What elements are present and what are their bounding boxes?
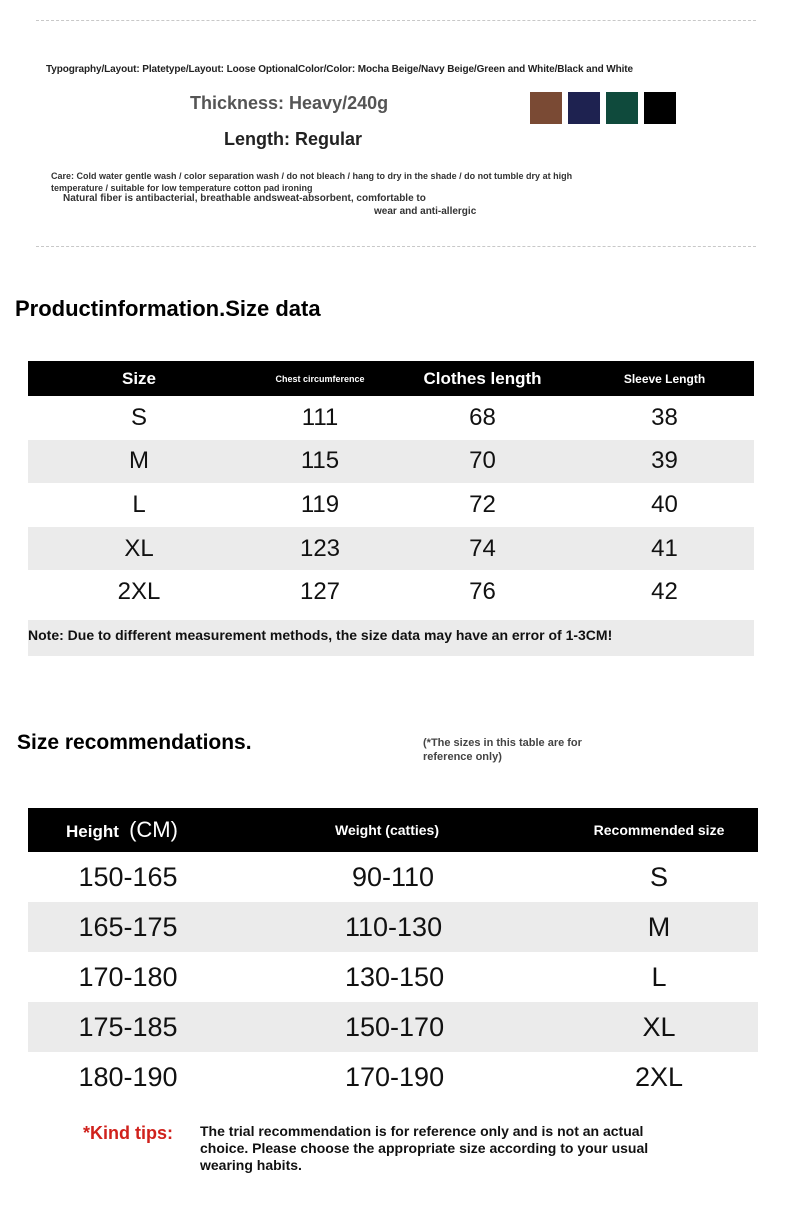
recommend-table-header — [28, 808, 758, 852]
recommendation-table — [28, 808, 758, 1102]
cell-sleeve: 41 — [575, 527, 754, 571]
kind-tips-text: The trial recommendation is for reference only and is not an actual choice. Please choose the appropriate size according to your usual wearing habits. — [200, 1123, 649, 1173]
table-row — [28, 902, 758, 952]
cell-sleeve: 39 — [575, 440, 754, 484]
cell-rec-size: S — [649, 861, 668, 892]
care-text: Care: Cold water gentle wash / color separation wash / do not bleach / hang to dry in the shade / do not tumble dry at high temperature / suitable for low temperature cotton pad ironing — [51, 171, 573, 193]
cell-weight: 110-130 — [228, 902, 560, 952]
table-row — [28, 483, 754, 527]
col-sleeve-length: Sleeve Length — [575, 361, 754, 396]
cell-height: 165-175 — [28, 902, 228, 952]
cell-chest: 123 — [250, 527, 390, 571]
cell-weight: 130-150 — [345, 961, 445, 992]
thickness-label: Thickness: Heavy/240g — [190, 93, 389, 113]
typography-line: Typography/Layout: Platetype/Layout: Loose OptionalColor/Color: Mocha Beige/Navy Beige/Green and White/Black and White — [46, 64, 633, 75]
table-row — [28, 396, 754, 440]
cell-chest: 115 — [250, 440, 390, 484]
swatch-black[interactable] — [644, 92, 676, 124]
cell-size: L — [132, 490, 146, 518]
cell-chest: 119 — [300, 490, 340, 518]
kind-tips-label: *Kind tips: — [83, 1123, 173, 1143]
swatch-green[interactable] — [606, 92, 638, 124]
cell-size: S — [130, 403, 147, 431]
middle-divider — [36, 246, 756, 247]
cell-sleeve: 38 — [651, 403, 678, 431]
cell-size: XL — [28, 527, 250, 571]
table-row — [28, 440, 754, 484]
col-height-label: Height — [66, 822, 119, 841]
cell-length: 68 — [469, 403, 496, 431]
table-row — [28, 1052, 758, 1102]
col-chest: Chest circumference — [250, 361, 390, 396]
cell-height: 170-180 — [78, 961, 178, 992]
cell-chest: 111 — [301, 403, 339, 431]
size-table-header — [28, 361, 754, 396]
cell-weight: 90-110 — [352, 861, 435, 892]
natural-fiber-line-2: wear and anti-allergic — [374, 206, 477, 217]
length-label: Length: Regular — [224, 129, 362, 149]
swatch-navy[interactable] — [568, 92, 600, 124]
col-height-unit: (CM) — [129, 817, 178, 842]
color-swatches — [530, 92, 676, 124]
cell-sleeve: 40 — [651, 490, 678, 518]
col-weight: Weight (catties) — [228, 808, 560, 852]
cell-length: 70 — [390, 440, 575, 484]
cell-rec-size: XL — [560, 1002, 758, 1052]
table-row — [28, 527, 754, 571]
cell-weight: 170-190 — [345, 1061, 445, 1092]
size-data-heading: Productinformation.Size data — [15, 296, 321, 321]
cell-rec-size: 2XL — [634, 1061, 684, 1092]
cell-size: M — [28, 440, 250, 484]
table-row — [28, 570, 754, 614]
col-size: Size — [28, 361, 250, 396]
cell-length: 72 — [469, 490, 496, 518]
cell-sleeve: 42 — [651, 578, 678, 606]
cell-size: 2XL — [117, 578, 161, 606]
col-clothes-length: Clothes length — [390, 361, 575, 396]
cell-length: 74 — [390, 527, 575, 571]
reference-note: (*The sizes in this table are for reference only) — [423, 737, 582, 763]
measurement-note: Note: Due to different measurement methods, the size data may have an error of 1-3CM! — [28, 620, 754, 656]
cell-height: 175-185 — [28, 1002, 228, 1052]
table-row — [28, 1002, 758, 1052]
table-row — [28, 852, 758, 902]
cell-weight: 150-170 — [228, 1002, 560, 1052]
table-row — [28, 952, 758, 1002]
cell-length: 76 — [469, 578, 496, 606]
cell-chest: 127 — [299, 578, 341, 606]
cell-rec-size: L — [651, 961, 667, 992]
col-recommended-size: Recommended size — [560, 808, 758, 852]
swatch-mocha[interactable] — [530, 92, 562, 124]
cell-rec-size: M — [560, 902, 758, 952]
cell-height: 150-165 — [78, 861, 178, 892]
size-data-table — [28, 361, 754, 614]
cell-height: 180-190 — [78, 1061, 178, 1092]
col-height — [28, 808, 228, 852]
size-recommendation-heading: Size recommendations. — [17, 731, 252, 754]
top-divider — [36, 20, 756, 21]
natural-fiber-line-1: Natural fiber is antibacterial, breathable andsweat-absorbent, comfortable to — [63, 193, 426, 204]
